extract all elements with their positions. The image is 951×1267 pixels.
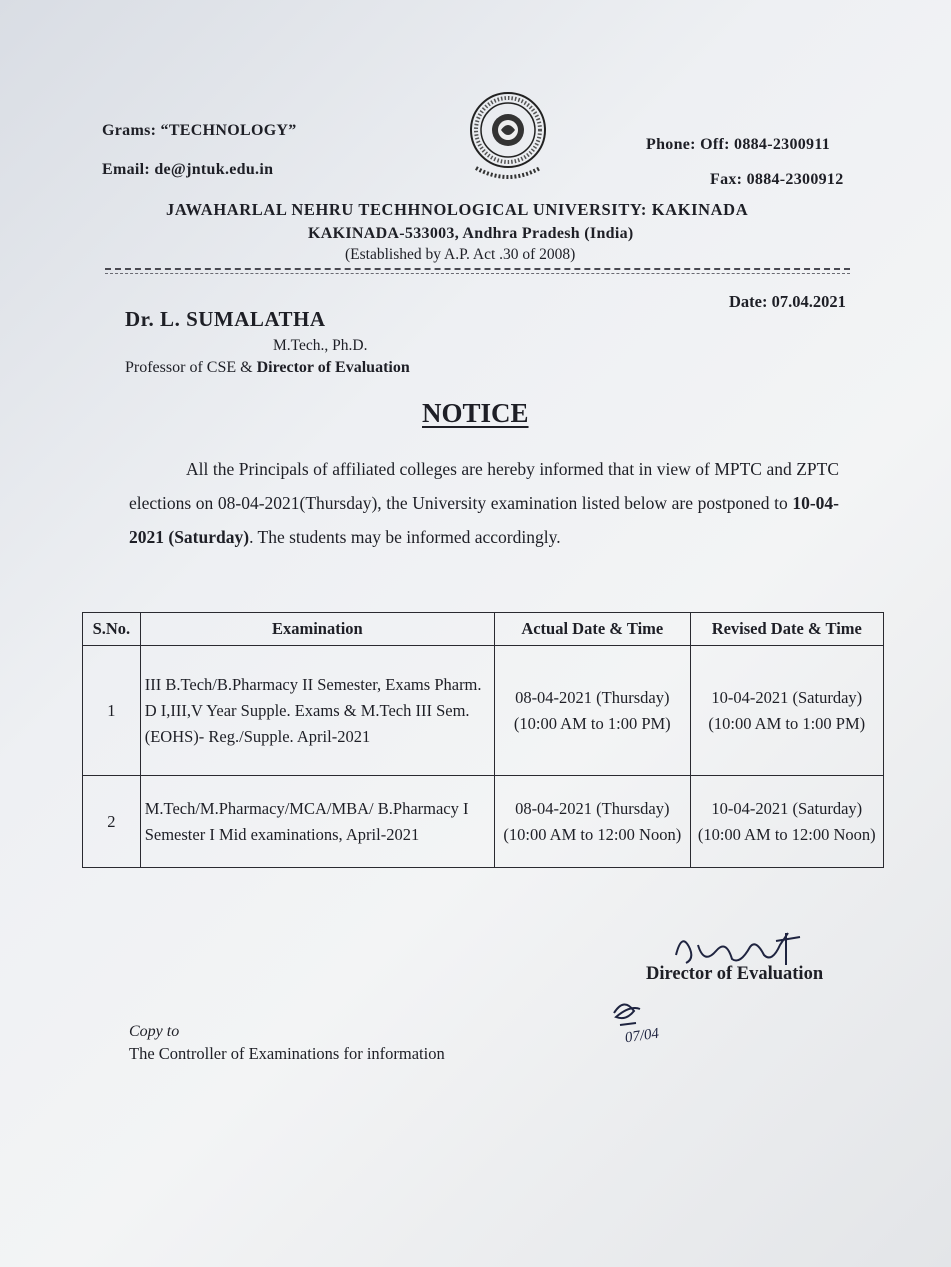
handwritten-date: 07/04: [623, 1025, 661, 1047]
cell-actual-date: 08-04-2021 (Thursday) (10:00 AM to 12:00 Noon): [495, 776, 691, 868]
sender-designation: [125, 359, 410, 377]
university-address: KAKINADA-533003, Andhra Pradesh (India): [308, 225, 634, 242]
header-revised-date: Revised Date & Time: [690, 613, 883, 646]
cell-sno: 2: [83, 776, 141, 868]
header-sno: S.No.: [83, 613, 141, 646]
cell-examination: M.Tech/M.Pharmacy/MCA/MBA/ B.Pharmacy I Semester I Mid examinations, April-2021: [140, 776, 494, 868]
email-line: Email: de@jntuk.edu.in: [102, 161, 274, 178]
copy-to-text: The Controller of Examinations for information: [129, 1044, 445, 1063]
university-seal-logo: [468, 90, 548, 186]
sender-name: Dr. L. SUMALATHA: [125, 307, 326, 331]
notice-date: Date: 07.04.2021: [729, 292, 846, 311]
cell-actual-date: 08-04-2021 (Thursday) (10:00 AM to 1:00 PM): [495, 646, 691, 776]
cell-sno: 1: [83, 646, 141, 776]
established-line: (Established by A.P. Act .30 of 2008): [345, 246, 576, 263]
body-revised-date: 10-04-2021 (Saturday): [129, 493, 839, 547]
sender-qualification: M.Tech., Ph.D.: [273, 337, 368, 354]
header-divider: [105, 268, 850, 270]
notice-title: NOTICE: [422, 398, 529, 428]
cell-examination: III B.Tech/B.Pharmacy II Semester, Exams Pharm. D I,III,V Year Supple. Exams & M.Tech III Sem.(EOHS)- Reg./Supple. April-2021: [140, 646, 494, 776]
designation-prefix: Professor of CSE &: [125, 359, 257, 376]
university-name: JAWAHARLAL NEHRU TECHHNOLOGICAL UNIVERSITY: KAKINADA: [166, 200, 749, 219]
designation-title: Director of Evaluation: [256, 359, 410, 376]
body-text-1: All the Principals of affiliated colleges are hereby informed that in view of MPTC and ZPTC elections on 08-04-2021(Thursday), the University examination listed below are postponed to: [129, 459, 839, 513]
header-actual-date: Actual Date & Time: [495, 613, 691, 646]
examination-table: [82, 612, 884, 868]
notice-body: [129, 452, 839, 554]
header-divider-secondary: [105, 273, 850, 274]
cell-revised-date: 10-04-2021 (Saturday) (10:00 AM to 12:00 Noon): [690, 776, 883, 868]
phone-line: Phone: Off: 0884-2300911: [646, 136, 831, 153]
signature-title: Director of Evaluation: [646, 964, 824, 984]
table-header-row: [83, 613, 884, 646]
fax-line: Fax: 0884-2300912: [710, 171, 844, 188]
table-row: [83, 776, 884, 868]
body-text-2: . The students may be informed accordingly.: [249, 527, 561, 547]
copy-to-label: Copy to: [129, 1023, 180, 1040]
table-row: [83, 646, 884, 776]
grams-line: Grams: “TECHNOLOGY”: [102, 122, 297, 139]
cell-revised-date: 10-04-2021 (Saturday) (10:00 AM to 1:00 PM): [690, 646, 883, 776]
header-examination: Examination: [140, 613, 494, 646]
